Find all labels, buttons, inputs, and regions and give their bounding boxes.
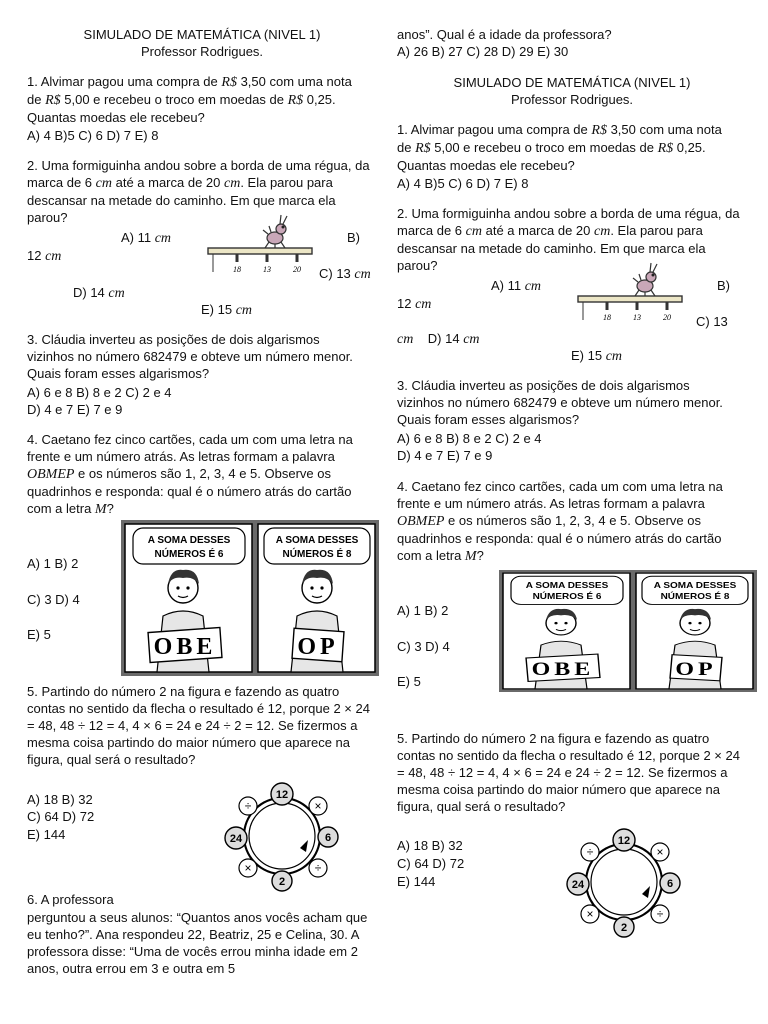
bubble-2-line-2: NÚMEROS É 8 (282, 549, 352, 560)
professor-name: Professor Rodrigues. (140, 44, 264, 59)
ant-icon (633, 263, 657, 297)
question-4-options-row1: A) 1 B) 2 (27, 556, 79, 571)
question-2-option-d: D) 14 cm (73, 285, 125, 301)
question-2-option-b: B) (347, 230, 360, 245)
cards-op (292, 628, 344, 661)
question-5-text: 5. Partindo do número 2 na figura e fazendo as quatro contas no sentido da flecha o resultado é 12, porque 2 × 24 = 48, 48 ÷ 12 = 4, 4 × 6 = 24 e 24 ÷ 2 = 12. Se fizermos a mesma coisa partindo do maior número que aparece na figura, qual será o resultado? (27, 684, 370, 767)
ruler-label-3: 20 (663, 313, 671, 322)
question-3-options-row2: D) 4 e 7 E) 7 e 9 (27, 402, 123, 417)
ruler-label-3: 20 (293, 265, 301, 274)
multiply-icon: × (586, 907, 594, 921)
left-column (27, 0, 377, 1024)
question-2-option-b: B) (717, 278, 730, 293)
question-5-text: 5. Partindo do número 2 na figura e fazendo as quatro contas no sentido da flecha o resultado é 12, porque 2 × 24 = 48, 48 ÷ 12 = 4, 4 × 6 = 24 e 24 ÷ 2 = 12. Se fizermos a mesma coisa partindo do maior número que aparece na figura, qual será o resultado? (397, 731, 740, 814)
divide-icon: ÷ (656, 907, 664, 921)
question-1-text: 1. Alvimar pagou uma compra de R$ 3,50 com uma nota de R$ 5,00 e recebeu o troco em moedas de R$ 0,25. Quantas moedas ele recebeu? (27, 74, 352, 125)
question-2-option-e: E) 15 cm (201, 302, 253, 318)
exam-title: SIMULADO DE MATEMÁTICA (NIVEL 1) (453, 75, 691, 90)
ruler-label-1: 18 (603, 313, 611, 322)
question-5-options-row1: A) 18 B) 32 (397, 838, 463, 853)
question-3-text: 3. Cláudia inverteu as posições de dois algarismos vizinhos no número 682479 e obteve um número menor. Quais foram esses algarismos? (27, 332, 353, 381)
question-2-text: 2. Uma formiguinha andou sobre a borda de uma régua, da marca de 6 cm até a marca de 20 cm. Ela parou para descansar na metade do caminho. Em que marca ela parou? (397, 206, 740, 273)
bubble-2-line-1: A SOMA DESSES (275, 535, 359, 546)
question-4-text: 4. Caetano fez cinco cartões, cada um com uma letra na frente e um número atrás. As letras formam a palavra OBMEP e os números são 1, 2, 3, 4 e 5. Observe os quadrinhos e responda: qual é o número atrás do cartão com a letra M? (397, 479, 723, 564)
bubble-2-line-2: NÚMEROS É 8 (660, 591, 730, 601)
question-3-options-row1: A) 6 e 8 B) 8 e 2 C) 2 e 4 (27, 385, 172, 400)
question-2-text: 2. Uma formiguinha andou sobre a borda de uma régua, da marca de 6 cm até a marca de 20 cm. Ela parou para descansar na metade do caminho. Em que marca ela parou? (27, 158, 370, 225)
question-1-options: A) 4 B)5 C) 6 D) 7 E) 8 (27, 128, 159, 143)
ruler-ant-figure (205, 212, 315, 278)
ruler (208, 248, 312, 274)
question-4-options-row1: A) 1 B) 2 (397, 603, 449, 618)
exam-title: SIMULADO DE MATEMÁTICA (NIVEL 1) (83, 27, 321, 42)
arrow-icon (642, 886, 650, 898)
multiply-icon: × (314, 799, 322, 813)
question-1-text: 1. Alvimar pagou uma compra de R$ 3,50 com uma nota de R$ 5,00 e recebeu o troco em moedas de R$ 0,25. Quantas moedas ele recebeu? (397, 122, 722, 173)
cards-obe (148, 628, 222, 663)
question-2-option-e: E) 15 cm (571, 348, 623, 364)
ant-icon (263, 215, 287, 249)
question-2-option-d: cm D) 14 cm (397, 331, 480, 347)
question-6-continuation: anos”. Qual é a idade da professora? (397, 27, 612, 42)
bubble-1-line-1: A SOMA DESSES (147, 535, 231, 546)
question-5-options-row1: A) 18 B) 32 (27, 792, 93, 807)
multiply-icon: × (656, 845, 664, 859)
question-2-option-c: C) 13 (696, 314, 728, 329)
question-5-options-row3: E) 144 (27, 827, 66, 842)
question-4-text: 4. Caetano fez cinco cartões, cada um com uma letra na frente e um número atrás. As letras formam a palavra OBMEP e os números são 1, 2, 3, 4 e 5. Observe os quadrinhos e responda: qual é o número atrás do cartão com a letra M? (27, 432, 353, 517)
cards-op (670, 655, 722, 681)
cards-op-letters: OP (297, 634, 339, 660)
question-3-options-row2: D) 4 e 7 E) 7 e 9 (397, 448, 493, 463)
question-6-first-line: 6. A professora (27, 892, 114, 907)
wheel-number-24: 24 (571, 879, 585, 891)
wheel-number-12: 12 (275, 789, 289, 801)
question-3-text: 3. Cláudia inverteu as posições de dois algarismos vizinhos no número 682479 e obteve um número menor. Quais foram esses algarismos? (397, 378, 723, 427)
question-4-options-row3: E) 5 (27, 627, 51, 642)
question-6-options: A) 26 B) 27 C) 28 D) 29 E) 30 (397, 44, 569, 59)
question-2-option-b-value: 12 cm (27, 248, 62, 264)
operations-wheel (562, 824, 692, 942)
wheel-number-2: 2 (620, 922, 628, 934)
wheel-number-6: 6 (324, 832, 332, 844)
comic-strip (121, 520, 379, 676)
multiply-icon: × (244, 861, 252, 875)
wheel-number-6: 6 (666, 878, 674, 890)
question-1-options: A) 4 B)5 C) 6 D) 7 E) 8 (397, 176, 529, 191)
ruler-ant-figure (575, 260, 685, 326)
cards-obe-letters: OBE (531, 658, 595, 680)
wheel-number-12: 12 (617, 835, 631, 847)
question-5-options-row2: C) 64 D) 72 (397, 856, 465, 871)
bubble-1-line-2: NÚMEROS É 6 (154, 549, 224, 560)
divide-icon: ÷ (314, 861, 322, 875)
question-4-options-row2: C) 3 D) 4 (397, 639, 450, 654)
question-2-option-b-value: 12 cm (397, 296, 432, 312)
ruler-label-2: 13 (263, 265, 271, 274)
bubble-1-line-2: NÚMEROS É 6 (532, 591, 602, 601)
question-2-option-a: A) 11 cm (121, 230, 172, 246)
right-column (397, 0, 747, 1024)
ruler-label-2: 13 (633, 313, 641, 322)
wheel-number-24: 24 (229, 833, 243, 845)
wheel-number-2: 2 (278, 876, 286, 888)
cards-op-letters: OP (675, 658, 717, 680)
cards-obe-letters: OBE (153, 634, 217, 660)
question-6-text: perguntou a seus alunos: “Quantos anos vocês acham que eu tenho?”. Ana respondeu 22, Beatriz, 25 e Celina, 30. A professora disse: “Uma de vocês errou minha idade em 2 anos, outra errou em 3 e outra em 5 (27, 910, 368, 976)
question-4-options-row3: E) 5 (397, 674, 421, 689)
question-2-option-a: A) 11 cm (491, 278, 542, 294)
arrow-icon (300, 840, 308, 852)
bubble-2-line-1: A SOMA DESSES (653, 581, 737, 590)
question-4-options-row2: C) 3 D) 4 (27, 592, 80, 607)
ruler (578, 296, 682, 322)
question-5-options-row2: C) 64 D) 72 (27, 809, 95, 824)
divide-icon: ÷ (586, 845, 594, 859)
ruler-label-1: 18 (233, 265, 241, 274)
question-3-options-row1: A) 6 e 8 B) 8 e 2 C) 2 e 4 (397, 431, 542, 446)
bubble-1-line-1: A SOMA DESSES (525, 581, 609, 590)
comic-strip (499, 570, 757, 692)
professor-name: Professor Rodrigues. (510, 92, 634, 107)
divide-icon: ÷ (244, 799, 252, 813)
question-5-options-row3: E) 144 (397, 874, 436, 889)
operations-wheel (220, 778, 350, 896)
cards-obe (526, 654, 600, 681)
question-2-option-c: C) 13 cm (319, 266, 371, 282)
